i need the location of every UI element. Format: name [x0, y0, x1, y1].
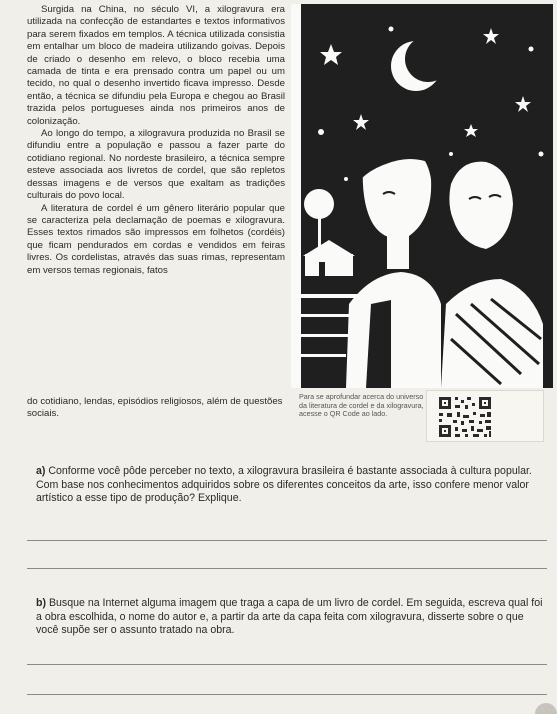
answer-line-a1[interactable]	[27, 540, 547, 541]
qr-code-icon	[427, 391, 545, 443]
question-b-label: b)	[36, 597, 46, 609]
question-a	[36, 465, 544, 506]
paragraph-3-tail: do cotidiano, lendas, episódios religiosos, além de questões sociais.	[27, 396, 283, 420]
question-a-label: a)	[36, 465, 46, 477]
answer-line-b2[interactable]	[27, 694, 547, 695]
answer-line-b1[interactable]	[27, 664, 547, 665]
woodcut-couple-moon-illustration	[291, 4, 553, 388]
article-text	[27, 4, 285, 277]
paragraph-1: Surgida na China, no século VI, a xilogravura era utilizada na confecção de estandartes e textos informativos para serem fixados em templos. A técnica utilizada consistia em entalhar um bloco de madeira utilizando goivas. Depois de criado o desenho em relevo, o bloco recebia uma camada de tinta e era prensado contra um papel ou um tecido, no qual o desenho invertido ficava impresso. Desde então, a técnica se difundiu pela Europa e chegou ao Brasil trazida pelos portugueses ainda nos primeiros anos de colonização.	[27, 4, 285, 127]
qr-code-box[interactable]	[426, 390, 544, 442]
paragraph-2: Ao longo do tempo, a xilogravura produzida no Brasil se difundiu entre a população e passou a fazer parte do cotidiano regional. No nordeste brasileiro, a técnica sempre esteve associada aos livretos de cordel, que são repletos dessas imagens e de versos que exaltam as tradições culturais do povo local.	[27, 128, 285, 202]
woodcut-illustration-svg	[291, 4, 553, 388]
paragraph-3: A literatura de cordel é um gênero literário popular que se caracteriza pela declamação de poemas e xilogravura. Esses textos rimados são impressos em folhetos (cordéis) que ficam pendurados em cordas e vendidos em feiras livres. Os cordelistas, através das suas rimas, representam em versos temas regionais, fatos	[27, 202, 285, 276]
question-b-text: Busque na Internet alguma imagem que traga a capa de um livro de cordel. Em seguida, escreva qual foi a obra escolhida, o nome do autor e, a partir da arte da capa feita com xilogravura, disserte sobre o que você supõe ser o assunto tratado na obra.	[36, 597, 543, 636]
answer-line-a2[interactable]	[27, 568, 547, 569]
qr-code-note: Para se aprofundar acerca do universo da literatura de cordel e da xilogravura, acesse o QR Code ao lado.	[299, 392, 424, 419]
question-a-text: Conforme você pôde perceber no texto, a xilogravura brasileira é bastante associada à cultura popular. Com base nos conhecimentos adquiridos sobre os diferentes conceitos da arte, isso confere menor valor artístico a esse tipo de produção? Explique.	[36, 465, 532, 504]
question-b	[36, 597, 544, 638]
page-corner-decoration	[535, 703, 557, 714]
